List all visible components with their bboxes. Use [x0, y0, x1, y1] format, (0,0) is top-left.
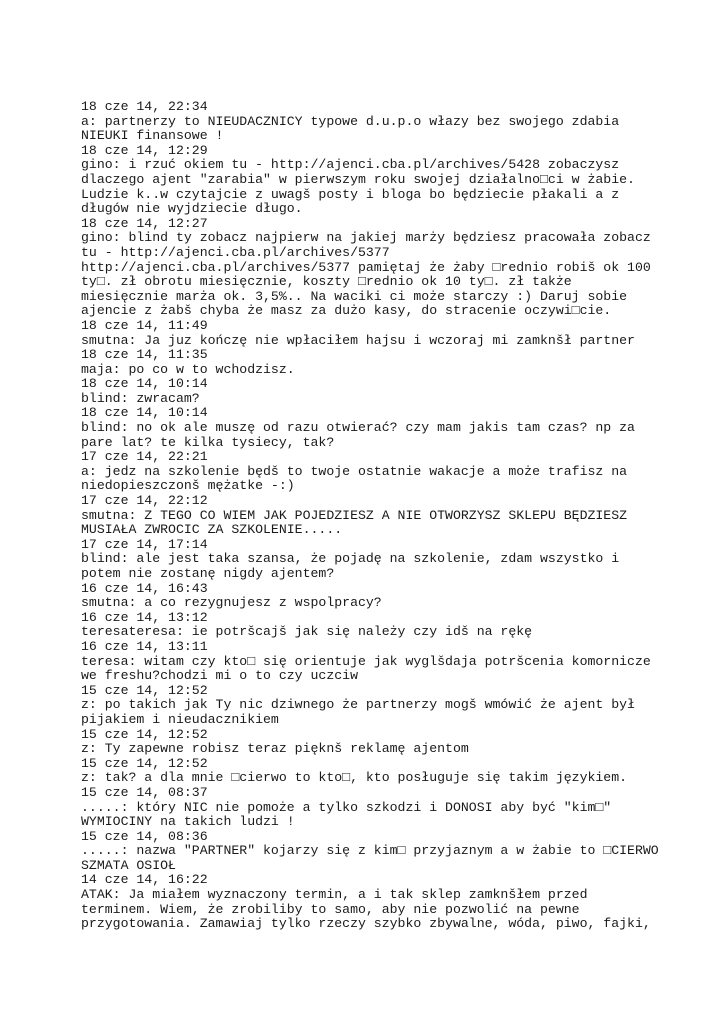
timestamp-line: 16 cze 14, 13:11 [81, 639, 208, 654]
comment-line: teresa: witam czy kto□ się orientuje jak wyglšdaja potršcenia komornicze [81, 654, 651, 669]
timestamp-line: 18 cze 14, 12:29 [81, 143, 208, 158]
comment-line: z: Ty zapewne robisz teraz pięknš reklamę ajentom [81, 742, 469, 757]
comment-line: .....: który NIC nie pomoże a tylko szkodzi i DONOSI aby być "kim□" [81, 800, 612, 815]
timestamp-line: 14 cze 14, 16:22 [81, 873, 208, 888]
timestamp-line: 17 cze 14, 22:12 [81, 494, 208, 509]
timestamp-line: 16 cze 14, 13:12 [81, 610, 208, 625]
comment-line: we freshu?chodzi mi o to czy uczciw [81, 669, 358, 684]
comment-line: blind: ale jest taka szansa, że pojadę na szkolenie, zdam wszystko i [81, 552, 620, 567]
comment-line: NIEUKI finansowe ! [81, 129, 224, 144]
comment-line: WYMIOCINY na takich ludzi ! [81, 815, 295, 830]
comment-line: tu - http://ajenci.cba.pl/archives/5377 [81, 245, 390, 260]
comment-line: terminem. Wiem, że zrobiliby to samo, aby nie pozwolić na pewne [81, 902, 580, 917]
comment-line: ATAK: Ja miałem wyznaczony termin, a i tak sklep zamknšłem przed [81, 888, 588, 903]
timestamp-line: 16 cze 14, 16:43 [81, 581, 208, 596]
timestamp-line: 15 cze 14, 12:52 [81, 727, 208, 742]
comment-line: teresateresa: ie potršcajš jak się należy czy idš na rękę [81, 625, 533, 640]
comment-line: pijakiem i nieudacznikiem [81, 712, 279, 727]
comment-line: ty□. zł obrotu miesięcznie, koszty □rednio ok 10 ty□. zł także [81, 275, 572, 290]
comment-line: niedopieszczonš mężatke -:) [81, 479, 295, 494]
timestamp-line: 18 cze 14, 11:35 [81, 348, 208, 363]
comment-line: blind: no ok ale muszę od razu otwierać? czy mam jakis tam czas? np za [81, 421, 635, 436]
comment-line: miesięcznie marża ok. 3,5%.. Na waciki ci może starczy :) Daruj sobie [81, 289, 628, 304]
comment-line: ajencie z żabš chyba że masz za dużo kasy, do stracenie oczywi□cie. [81, 304, 612, 319]
timestamp-line: 18 cze 14, 11:49 [81, 318, 208, 333]
comment-line: z: tak? a dla mnie □cierwo to kto□, kto posługuje się takim językiem. [81, 771, 628, 786]
timestamp-line: 18 cze 14, 10:14 [81, 406, 208, 421]
comment-line: smutna: Z TEGO CO WIEM JAK POJEDZIESZ A NIE OTWORZYSZ SKLEPU BĘDZIESZ [81, 508, 628, 523]
comment-line: MUSIAŁA ZWROCIC ZA SZKOLENIE..... [81, 523, 343, 538]
comment-line: smutna: a co rezygnujesz z wspolpracy? [81, 596, 382, 611]
timestamp-line: 15 cze 14, 08:37 [81, 785, 208, 800]
comment-line: a: jedz na szkolenie będš to twoje ostatnie wakacje a może trafisz na [81, 464, 628, 479]
timestamp-line: 15 cze 14, 12:52 [81, 683, 208, 698]
comment-line: smutna: Ja juz kończę nie wpłaciłem hajsu i wczoraj mi zamknšł partner [81, 333, 635, 348]
comment-line: przygotowania. Zamawiaj tylko rzeczy szybko zbywalne, wóda, piwo, fajki, [81, 917, 651, 932]
comment-line: blind: zwracam? [81, 391, 200, 406]
comment-line: długów nie wyjdziecie długo. [81, 202, 303, 217]
comment-line: potem nie zostanę nigdy ajentem? [81, 567, 335, 581]
timestamp-line: 18 cze 14, 12:27 [81, 216, 208, 231]
comment-line: Ludzie k..w czytajcie z uwagš posty i bloga bo będziecie płakali a z [81, 187, 620, 202]
comment-line: http://ajenci.cba.pl/archives/5377 pamiętaj że żaby □rednio robiš ok 100 [81, 260, 651, 275]
comment-line: dlaczego ajent "zarabia" w pierwszym roku swojej działalno□ci w żabie. [81, 172, 635, 187]
comment-line: .....: nazwa "PARTNER" kojarzy się z kim□ przyjaznym a w żabie to □CIERWO [81, 844, 659, 859]
timestamp-line: 17 cze 14, 17:14 [81, 537, 208, 552]
timestamp-line: 15 cze 14, 08:36 [81, 829, 208, 844]
timestamp-line: 18 cze 14, 10:14 [81, 377, 208, 392]
comment-line: SZMATA OSIOŁ [81, 858, 176, 873]
comment-line: gino: i rzuć okiem tu - http://ajenci.cba.pl/archives/5428 zobaczysz [81, 158, 620, 173]
comment-line: maja: po co w to wchodzisz. [81, 362, 295, 377]
timestamp-line: 17 cze 14, 22:21 [81, 450, 208, 465]
timestamp-line: 15 cze 14, 12:52 [81, 756, 208, 771]
comment-line: a: partnerzy to NIEUDACZNICY typowe d.u.p.o włazy bez swojego zdabia [81, 114, 620, 129]
comment-line: z: po takich jak Ty nic dziwnego że partnerzy mogš wmówić że ajent był [81, 698, 635, 713]
comment-line: gino: blind ty zobacz najpierw na jakiej marży będziesz pracowała zobacz [81, 231, 651, 246]
comment-line: pare lat? te kilka tysiecy, tak? [81, 435, 335, 450]
timestamp-line: 18 cze 14, 22:34 [81, 100, 208, 114]
document-page [81, 100, 681, 932]
